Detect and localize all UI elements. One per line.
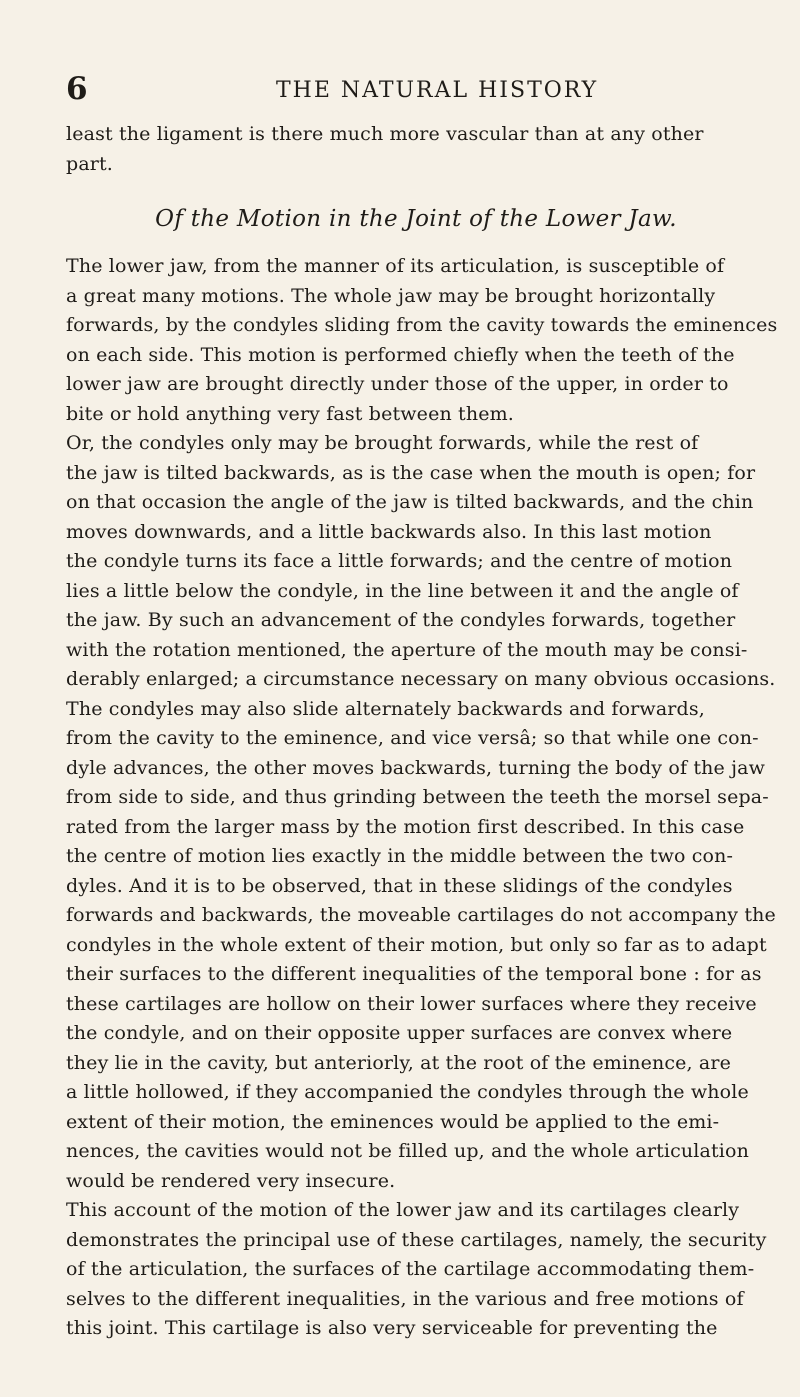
text-line: moves downwards, and a little backwards also. In this last motion <box>66 520 712 543</box>
text-line: bite or hold anything very fast between them. <box>66 402 514 425</box>
text-line: The condyles may also slide alternately backwards and forwards, <box>66 697 705 720</box>
text-line: the condyle turns its face a little forwards; and the centre of motion <box>66 550 733 572</box>
text-line: rated from the larger mass by the motion first described. In this case <box>66 815 745 838</box>
text-line: these cartilages are hollow on their lower surfaces where they receive <box>66 992 757 1015</box>
page-number: 6 <box>66 71 89 107</box>
text-line: dyles. And it is to be observed, that in these slidings of the condyles <box>66 874 733 897</box>
main-text <box>66 252 778 1344</box>
text-line: the jaw. By such an advancement of the condyles forwards, together <box>66 609 736 631</box>
text-line: extent of their motion, the eminences would be applied to the emi- <box>66 1110 720 1133</box>
section-heading: Of the Motion in the Joint of the Lower Jaw. <box>155 206 677 232</box>
text-line: would be rendered very insecure. <box>66 1169 396 1192</box>
text-line: nences, the cavities would not be filled up, and the whole articulation <box>66 1140 749 1162</box>
text-line: this joint. This cartilage is also very serviceable for preventing the <box>66 1317 718 1339</box>
text-line: from the cavity to the eminence, and vice versâ; so that while one con- <box>66 727 759 749</box>
text-line: their surfaces to the different inequalities of the temporal bone : for as <box>66 963 762 985</box>
book-page <box>66 71 778 1344</box>
page-header <box>66 71 766 120</box>
running-head: THE NATURAL HISTORY <box>276 78 599 103</box>
text-line: lower jaw are brought directly under those of the upper, in order to <box>66 373 729 395</box>
text-line: least the ligament is there much more vascular than at any other <box>66 123 704 145</box>
text-line: from side to side, and thus grinding between the teeth the morsel sepa- <box>66 786 769 808</box>
text-line: on each side. This motion is performed chiefly when the teeth of the <box>66 343 735 366</box>
text-line: the jaw is tilted backwards, as is the case when the mouth is open; for <box>66 461 756 484</box>
text-line: with the rotation mentioned, the aperture of the mouth may be consi- <box>66 638 748 661</box>
text-line: the condyle, and on their opposite upper surfaces are convex where <box>66 1022 733 1044</box>
text-line: dyle advances, the other moves backwards, turning the body of the jaw <box>66 756 766 779</box>
intro-text <box>66 120 766 179</box>
text-line: This account of the motion of the lower jaw and its cartilages clearly <box>66 1199 740 1221</box>
text-line: The lower jaw, from the manner of its articulation, is susceptible of <box>66 255 725 277</box>
text-line: a great many motions. The whole jaw may be brought horizontally <box>66 284 716 307</box>
text-line: forwards and backwards, the moveable cartilages do not accompany the <box>66 904 776 926</box>
text-line: lies a little below the condyle, in the line between it and the angle of <box>66 579 739 602</box>
text-line: demonstrates the principal use of these cartilages, namely, the security <box>66 1228 767 1251</box>
text-line: of the articulation, the surfaces of the cartilage accommodating them- <box>66 1258 755 1280</box>
text-line: on that occasion the angle of the jaw is tilted backwards, and the chin <box>66 491 754 513</box>
text-line: Or, the condyles only may be brought forwards, while the rest of <box>66 432 699 454</box>
text-line: forwards, by the condyles sliding from the cavity towards the eminences <box>66 314 778 336</box>
text-line: condyles in the whole extent of their motion, but only so far as to adapt <box>66 933 767 956</box>
text-line: derably enlarged; a circumstance necessary on many obvious occasions. <box>66 668 776 690</box>
text-line: part. <box>66 152 113 175</box>
text-line: the centre of motion lies exactly in the middle between the two con- <box>66 845 734 867</box>
text-line: selves to the different inequalities, in the various and free motions of <box>66 1287 744 1310</box>
text-line: a little hollowed, if they accompanied the condyles through the whole <box>66 1081 749 1103</box>
text-line: they lie in the cavity, but anteriorly, at the root of the eminence, are <box>66 1051 732 1074</box>
